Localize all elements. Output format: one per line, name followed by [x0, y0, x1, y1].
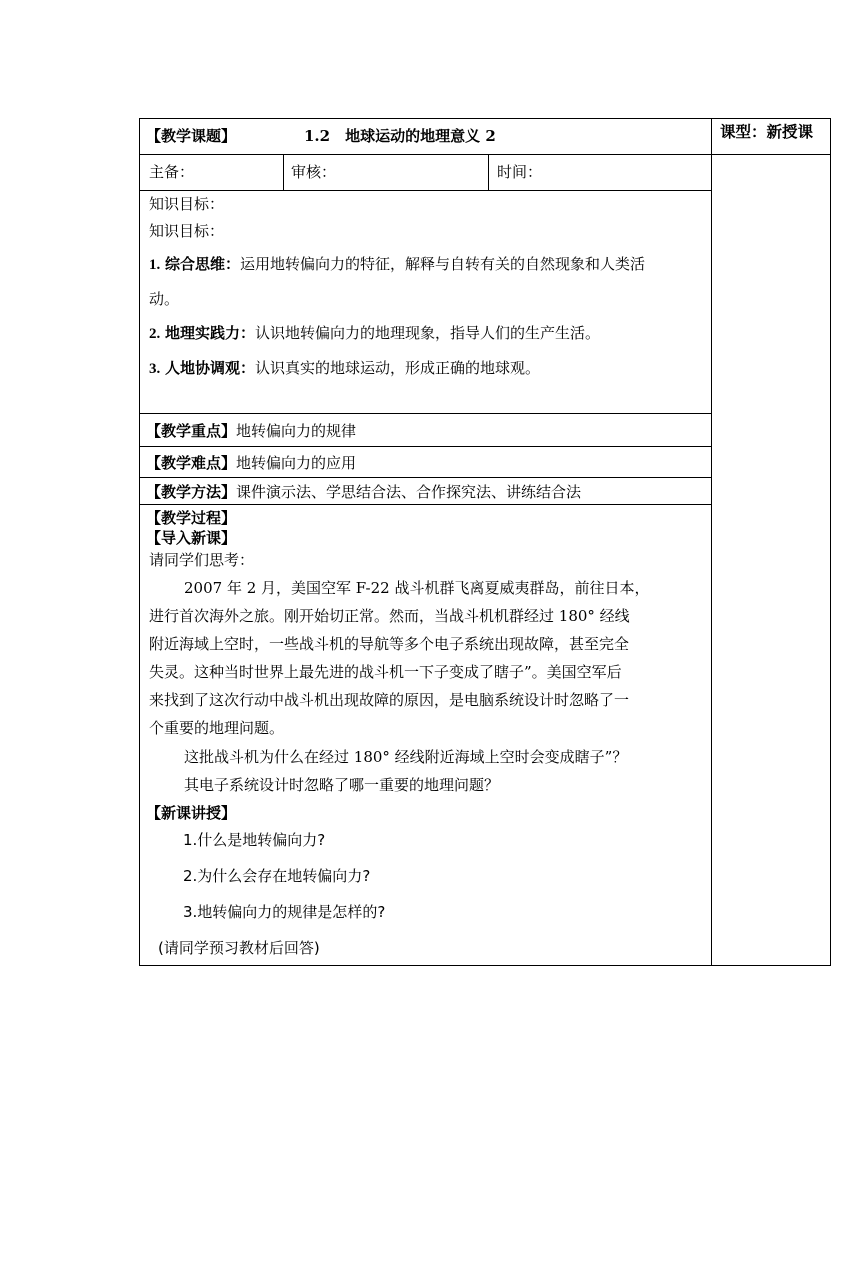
author-field: 主备： — [149, 163, 195, 181]
intro-heading: 【导入新课】 — [146, 529, 237, 547]
story-line-6: 个重要的地理问题。 — [149, 719, 285, 737]
difficulty-row — [146, 453, 356, 473]
objective-2 — [149, 323, 600, 344]
row-divider-header — [139, 154, 831, 155]
objective-3-num: 3. — [149, 361, 161, 377]
story-line-5: 来找到了这次行动中战斗机出现故障的原因，是电脑系统设计时忽略了一 — [149, 691, 630, 709]
method-label: 【教学方法】 — [146, 483, 237, 501]
question-line-2: 其电子系统设计时忽略了哪一重要的地理问题？ — [184, 776, 500, 794]
objective-1-line1 — [149, 254, 645, 275]
process-heading: 【教学过程】 — [146, 509, 237, 527]
story-line-1: 2007 年 2 月，美国空军 F-22 战斗机群飞离夏威夷群岛，前往日本， — [184, 579, 650, 597]
row-divider-method — [139, 504, 712, 505]
objective-2-text: 认识地转偏向力的地理现象，指导人们的生产生活。 — [255, 324, 601, 342]
story-line-2: 进行首次海外之旅。刚开始切正常。然而，当战斗机机群经过 180° 经线 — [149, 607, 630, 625]
story-line-3: 附近海域上空时，一些战斗机的导航等多个电子系统出现故障，甚至完全 — [149, 635, 630, 653]
question-item-1: 1.什么是地转偏向力? — [183, 831, 326, 849]
table-border-left — [139, 118, 140, 966]
title-label: 【教学课题】 — [146, 127, 237, 145]
question-item-3: 3.地转偏向力的规律是怎样的? — [183, 903, 386, 921]
objective-1-line2: 动。 — [149, 290, 180, 308]
difficulty-text: 地转偏向力的应用 — [236, 454, 357, 472]
row-divider-difficulty — [139, 477, 712, 478]
method-text: 课件演示法、学思结合法、合作探究法、讲练结合法 — [236, 483, 582, 501]
lesson-type: 课型：新授课 — [720, 123, 814, 141]
objective-3-label: 人地协调观： — [165, 359, 256, 377]
lesson-title: 1.2 地球运动的地理意义 2 — [304, 127, 496, 145]
meta-divider-2 — [488, 154, 489, 190]
objective-3 — [149, 358, 540, 379]
story-line-4: 失灵。这种当时世界上最先进的战斗机一下子变成了瞎子”。美国空军后 — [149, 663, 622, 681]
objective-3-text: 认识真实的地球运动，形成正确的地球观。 — [255, 359, 541, 377]
objective-1-num: 1. — [149, 257, 161, 273]
table-border-right — [830, 118, 831, 966]
time-field: 时间： — [497, 163, 543, 181]
intro-prompt: 请同学们思考： — [149, 551, 255, 569]
method-row — [146, 482, 581, 502]
row-divider-keypoint — [139, 446, 712, 447]
column-divider-main — [711, 118, 712, 966]
difficulty-label: 【教学难点】 — [146, 454, 237, 472]
key-point-row — [146, 421, 356, 441]
new-lesson-heading: 【新课讲授】 — [146, 804, 237, 822]
row-divider-meta — [139, 190, 712, 191]
objectives-label-1: 知识目标： — [149, 195, 225, 213]
key-point-label: 【教学重点】 — [146, 422, 237, 440]
objective-1-label: 综合思维： — [165, 255, 241, 273]
reviewer-field: 审核： — [291, 163, 337, 181]
meta-divider-1 — [283, 154, 284, 190]
objective-2-label: 地理实践力： — [165, 324, 256, 342]
objective-2-num: 2. — [149, 326, 161, 342]
row-divider-objectives — [139, 413, 712, 414]
preview-note: (请同学预习教材后回答) — [158, 939, 320, 957]
key-point-text: 地转偏向力的规律 — [236, 422, 357, 440]
question-item-2: 2.为什么会存在地转偏向力? — [183, 867, 371, 885]
table-border-bottom — [139, 965, 831, 966]
question-line-1: 这批战斗机为什么在经过 180° 经线附近海域上空时会变成瞎子”？ — [184, 748, 628, 766]
objective-1-text: 运用地转偏向力的特征，解释与自转有关的自然现象和人类活 — [240, 255, 646, 273]
table-border-top — [139, 118, 831, 119]
objectives-label-2: 知识目标： — [149, 222, 225, 240]
